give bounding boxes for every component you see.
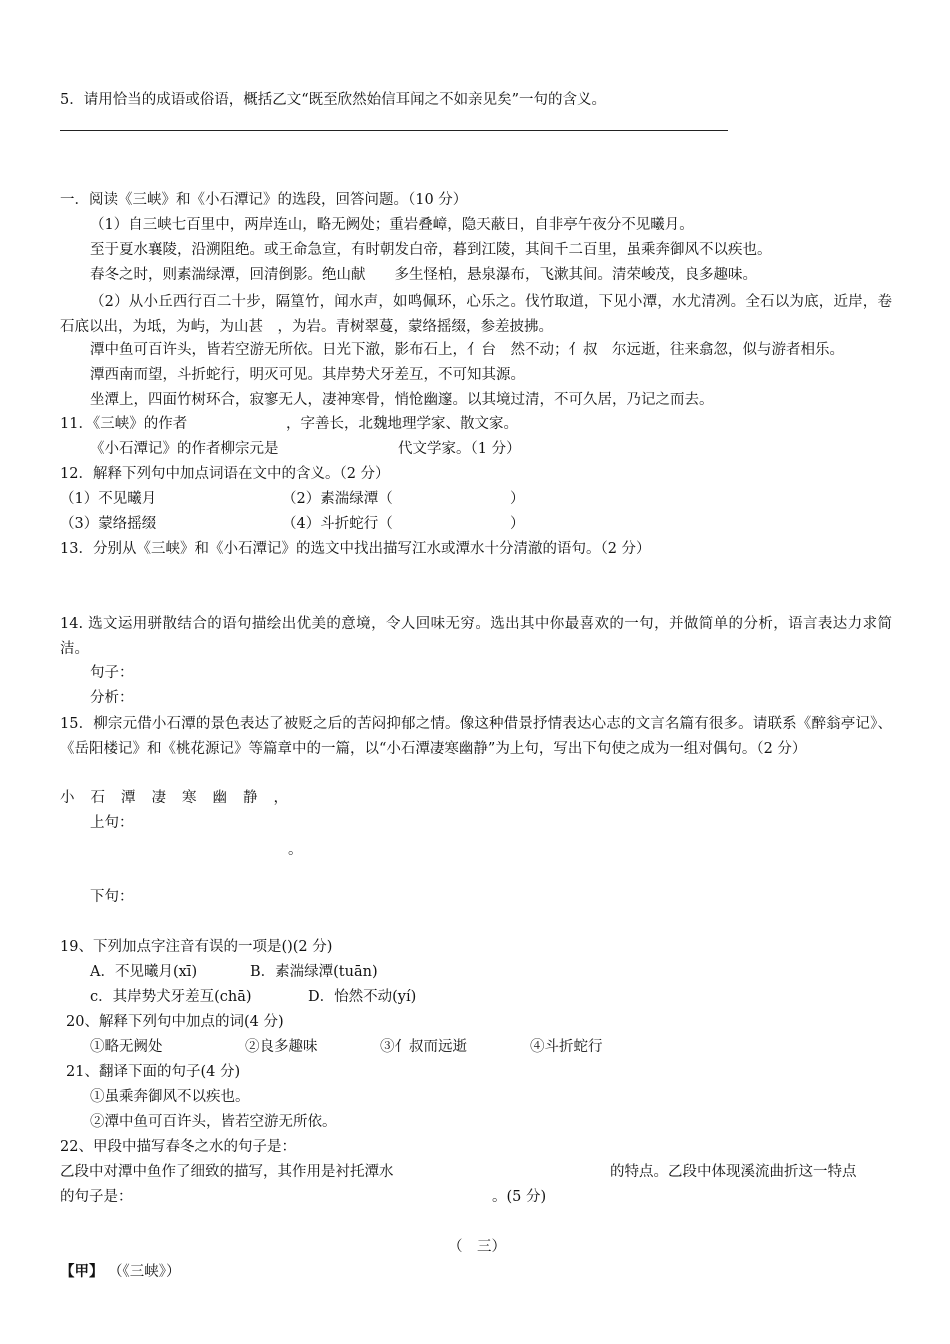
jia-title: （《三峡》） — [108, 1264, 181, 1280]
question-21-item-1: ①虽乘奔御风不以疾也。 — [90, 1089, 250, 1105]
question-15-given-line: 小石潭凄寒幽静， — [60, 790, 304, 806]
question-12-title: 12．解释下列句中加点词语在文中的含义。（2 分） — [60, 466, 390, 482]
passage-paragraph: 至于夏水襄陵，沿溯阻绝。或王命急宣，有时朝发白帝，暮到江陵，其间千二百里，虽乘奔御风不以疾也。 — [90, 242, 772, 258]
question-12-item-2: （2）素湍绿潭（ — [282, 491, 393, 507]
jia-bracket: 【甲】 — [60, 1263, 104, 1280]
question-15-period: 。 — [288, 842, 303, 858]
passage-paragraph: 坐潭上，四面竹树环合，寂寥无人，凄神寒骨，悄怆幽邃。以其境过清，不可久居，乃记之而去。 — [90, 392, 714, 408]
question-11-part-b: ，字善长，北魏地理学家、散文家。 — [286, 416, 518, 432]
passage-paragraph: 春冬之时，则素湍绿潭，回清倒影。绝山献 多生怪柏，悬泉瀑布，飞漱其间。清荣峻茂，良多趣味。 — [90, 267, 757, 283]
question-14-sentence-label: 句子： — [90, 665, 134, 681]
question-11-part-d: 代文学家。（1 分） — [398, 441, 521, 457]
question-19-option-d: D．怡然不动(yí) — [308, 989, 417, 1005]
question-22-line-3b: 。(5 分) — [492, 1189, 547, 1205]
question-5: 5．请用恰当的成语或俗语，概括乙文“既至欣然始信耳闻之不如亲见矣”一句的含义。 — [60, 92, 607, 108]
question-20-item-4: ④斗折蛇行 — [530, 1039, 603, 1055]
question-22-line-3a: 的句子是： — [60, 1189, 133, 1205]
question-14: 14. 选文运用骈散结合的语句描绘出优美的意境，令人回味无穷。选出其中你最喜欢的一句，并做简单的分析，语言表达力求简洁。 — [60, 616, 892, 657]
question-22-line-2a: 乙段中对潭中鱼作了细致的描写，其作用是衬托潭水 — [60, 1164, 394, 1180]
question-19-option-a: A．不见曦月(xī) — [90, 964, 198, 980]
question-14-analysis-label: 分析： — [90, 690, 134, 706]
paren-close: ） — [510, 491, 525, 507]
question-20-title: 20、解释下列句中加点的词(4 分) — [66, 1014, 284, 1030]
question-22-line-2b: 的特点。乙段中体现溪流曲折这一特点 — [610, 1164, 857, 1180]
question-12-item-4: （4）斗折蛇行（ — [282, 516, 393, 532]
question-20-item-3: ③亻叔而远逝 — [380, 1039, 467, 1055]
question-12-item-3: （3）蒙络摇缀 — [60, 516, 157, 532]
question-11-part-c: 《小石潭记》的作者柳宗元是 — [90, 441, 279, 457]
question-19-option-c: c．其岸势犬牙差互(chā) — [90, 989, 252, 1005]
question-15: 15．柳宗元借小石潭的景色表达了被贬之后的苦闷抑郁之情。像这种借景抒情表达心志的文言名篇有很多。请联系《醉翁亭记》、《岳阳楼记》和《桃花源记》等篇章中的一篇，以“小石潭凄寒幽静”为上句，写出下句使之成为一组对偶句。（2 分） — [60, 716, 892, 757]
passage-paragraph: 潭中鱼可百许头，皆若空游无所依。日光下澈，影布石上，亻台 然不动；亻叔 尔远逝，往来翕忽，似与游者相乐。 — [90, 342, 844, 358]
question-15-lower-label: 下句： — [90, 889, 134, 905]
paren-close: ） — [510, 516, 525, 532]
question-15-upper-label: 上句： — [90, 815, 134, 831]
question-22-title: 22、甲段中描写春冬之水的句子是： — [60, 1139, 296, 1155]
passage-paragraph: （1）自三峡七百里中，两岸连山，略无阙处；重岩叠嶂，隐天蔽日，自非亭午夜分不见曦月。 — [90, 217, 694, 233]
section-3-marker: （ 三） — [448, 1239, 506, 1255]
question-19-title: 19、下列加点字注音有误的一项是()(2 分) — [60, 939, 333, 955]
question-20-item-1: ①略无阙处 — [90, 1039, 163, 1055]
question-13: 13．分别从《三峡》和《小石潭记》的选文中找出描写江水或潭水十分清澈的语句。（2 分） — [60, 541, 651, 557]
question-12-item-1: （1）不见曦月 — [60, 491, 157, 507]
passage-paragraph: （2）从小丘西行百二十步，隔篁竹，闻水声，如鸣佩环，心乐之。伐竹取道，下见小潭，水尤清冽。全石以为底，近岸，卷石底以出，为坻，为屿，为山甚 ，为岩。青树翠蔓，蒙络摇缀，参差披拂。 — [60, 294, 892, 335]
question-20-item-2: ②良多趣味 — [245, 1039, 318, 1055]
section-1-heading: 一．阅读《三峡》和《小石潭记》的选段，回答问题。（10 分） — [60, 192, 468, 208]
question-21-title: 21、翻译下面的句子(4 分) — [66, 1064, 241, 1080]
answer-line — [60, 130, 728, 131]
passage-paragraph: 潭西南而望，斗折蛇行，明灭可见。其岸势犬牙差互，不可知其源。 — [90, 367, 525, 383]
question-11-part-a: 11．《三峡》的作者 — [60, 416, 188, 432]
question-21-item-2: ②潭中鱼可百许头，皆若空游无所依。 — [90, 1114, 337, 1130]
question-19-option-b: B．素湍绿潭(tuān) — [250, 964, 378, 980]
